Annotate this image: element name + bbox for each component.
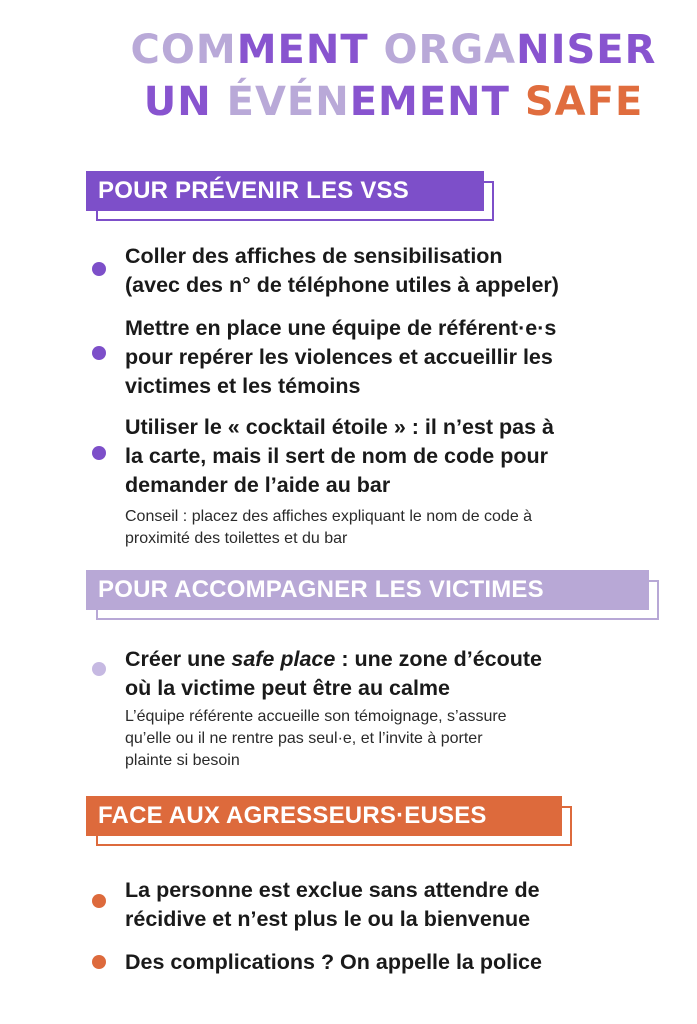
bullet-prevent-cocktail — [125, 413, 685, 500]
bullet-line: Des complications ? On appelle la police — [125, 950, 542, 974]
bullet-dot — [92, 894, 106, 908]
note-line: L’équipe référente accueille son témoignage, s’assure — [125, 708, 507, 725]
title-segment: EMENT — [349, 79, 510, 125]
bullet-dot — [92, 662, 106, 676]
bullet-emphasis: safe place — [231, 647, 336, 671]
title-segment: COM — [130, 27, 237, 73]
title-line-1 — [0, 28, 697, 72]
section-heading-support — [86, 570, 649, 610]
bullet-line: victimes et les témoins — [125, 374, 361, 398]
bullet-line: la carte, mais il sert de nom de code pour — [125, 444, 548, 468]
bullet-prevent-posters — [125, 242, 685, 300]
bullet-line: (avec des n° de téléphone utiles à appeler) — [125, 273, 559, 297]
bullet-aggressors-police — [125, 948, 685, 977]
bullet-line: pour repérer les violences et accueillir les — [125, 345, 553, 369]
bullet-line: La personne est exclue sans attendre de — [125, 878, 540, 902]
title-line-2 — [0, 80, 697, 124]
bullet-support-safe-place — [125, 645, 685, 703]
title-segment: UN — [143, 79, 212, 125]
title-segment: NISER — [516, 27, 657, 73]
title-segment: ORGA — [368, 27, 517, 73]
title-segment: MENT — [236, 27, 369, 73]
bullet-text: : une zone d’écoute — [335, 647, 542, 671]
bullet-dot — [92, 955, 106, 969]
bullet-dot — [92, 446, 106, 460]
note-line: Conseil : placez des affiches expliquant le nom de code à — [125, 508, 533, 525]
bullet-dot — [92, 262, 106, 276]
heading-label: POUR PRÉVENIR LES VSS — [86, 171, 484, 211]
section-heading-aggressors — [86, 796, 562, 836]
bullet-dot — [92, 346, 106, 360]
bullet-aggressors-excluded — [125, 876, 685, 934]
bullet-line: récidive et n’est plus le ou la bienvenue — [125, 907, 531, 931]
note-line: proximité des toilettes et du bar — [125, 530, 348, 547]
bullet-line: Mettre en place une équipe de référent·e·s — [125, 316, 557, 340]
bullet-line: Utiliser le « cocktail étoile » : il n’est pas à — [125, 415, 554, 439]
note-line: qu’elle ou il ne rentre pas seul·e, et l’invite à porter — [125, 730, 483, 747]
title-segment: ÉVÉN — [211, 79, 350, 125]
heading-label: POUR ACCOMPAGNER LES VICTIMES — [86, 570, 649, 610]
bullet-prevent-team — [125, 314, 685, 401]
bullet-line: où la victime peut être au calme — [125, 676, 451, 700]
bullet-text: Créer une — [125, 647, 232, 671]
note-line: plainte si besoin — [125, 752, 240, 769]
heading-label: FACE AUX AGRESSEURS·EUSES — [86, 796, 562, 836]
title-segment: SAFE — [509, 79, 644, 125]
bullet-line: Coller des affiches de sensibilisation — [125, 244, 503, 268]
section-heading-prevent — [86, 171, 484, 211]
note-prevent-cocktail — [125, 506, 685, 550]
note-support-safe-place — [125, 706, 685, 772]
bullet-line: demander de l’aide au bar — [125, 473, 391, 497]
bullet-line — [125, 645, 685, 674]
